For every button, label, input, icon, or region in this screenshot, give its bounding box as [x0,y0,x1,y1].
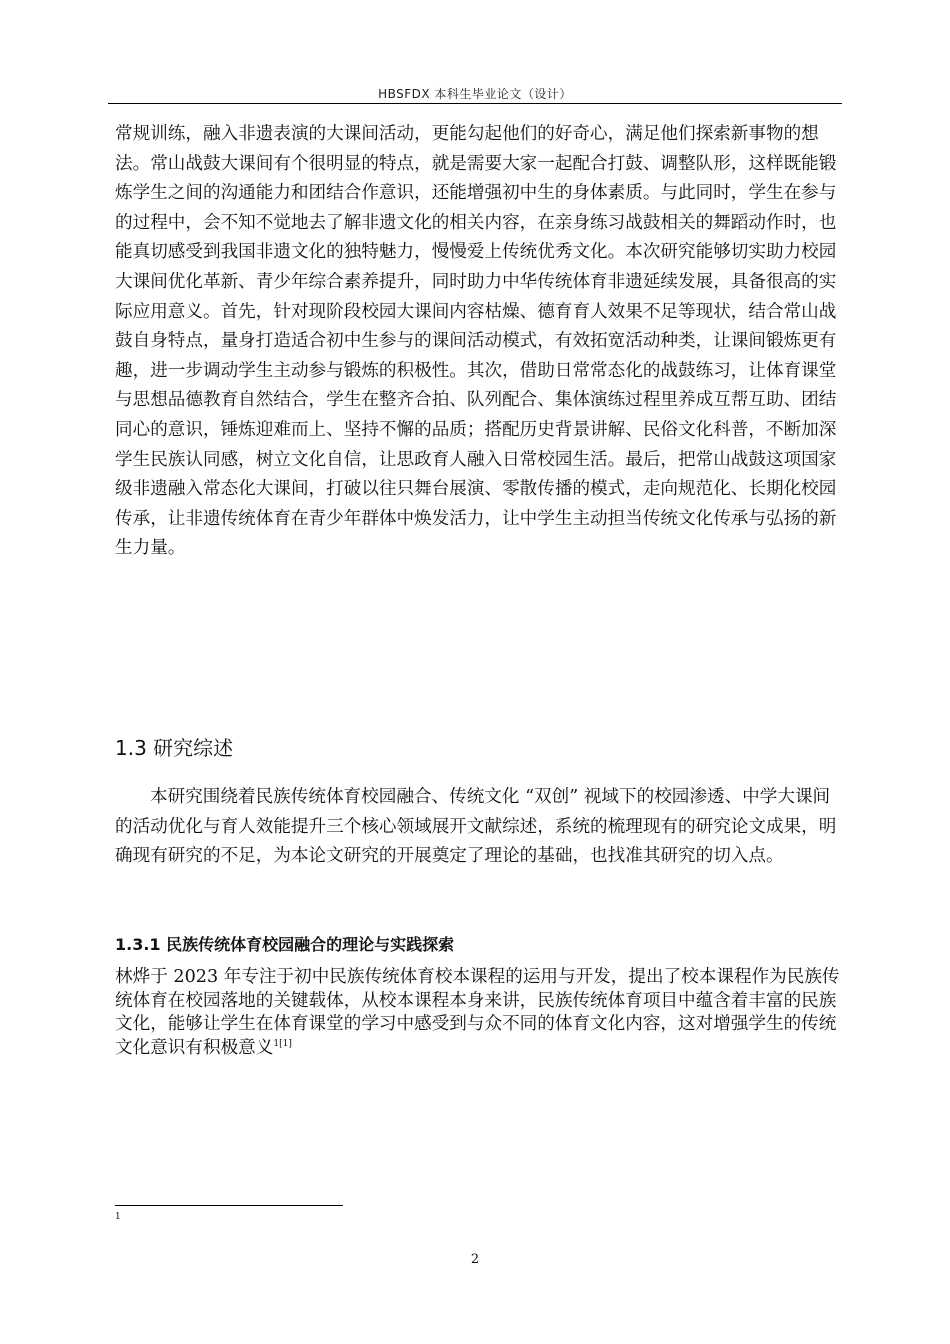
subsection-heading: 1.3.1 民族传统体育校园融合的理论与实践探索 [115,935,455,954]
body-paragraph-2: 本研究围绕着民族传统体育校园融合、传统文化 “双创” 视域下的校园渗透、中学大课间的活动优化与育人效能提升三个核心领域展开文献综述，系统的梳理现有的研究论文成果，明确现有研究的不足，为本论文研究的开展奠定了理论的基础，也找准其研究的切入点。 [115,787,837,867]
footnote-mark: 1 [115,1212,121,1222]
body-paragraph-1: 常规训练，融入非遗表演的大课间活动，更能勾起他们的好奇心，满足他们探索新事物的想法。常山战鼓大课间有个很明显的特点，就是需要大家一起配合打鼓、调整队形，这样既能锻炼学生之间的沟通能力和团结合作意识，还能增强初中生的身体素质。与此同时，学生在参与的过程中，会不知不觉地去了解非遗文化的相关内容，在亲身练习战鼓相关的舞蹈动作时，也能真切感受到我国非遗文化的独特魅力，慢慢爱上传统优秀文化。本次研究能够切实助力校园大课间优化革新、青少年综合素养提升，同时助力中华传统体育非遗延续发展，具备很高的实际应用意义。首先，针对现阶段校园大课间内容枯燥、德育育人效果不足等现状，结合常山战鼓自身特点，量身打造适合初中生参与的课间活动模式，有效拓宽活动种类，让课间锻炼更有趣，进一步调动学生主动参与锻炼的积极性。其次，借助日常常态化的战鼓练习，让体育课堂与思想品德教育自然结合，学生在整齐合拍、队列配合、集体演练过程里养成互帮互助、团结同心的意识，锤炼迎难而上、坚持不懈的品质；搭配历史背景讲解、民俗文化科普，不断加深学生民族认同感，树立文化自信，让思政育人融入日常校园生活。最后，把常山战鼓这项国家级非遗融入常态化大课间，打破以往只舞台展演、零散传播的模式，走向规范化、长期化校园传承，让非遗传统体育在青少年群体中焕发活力，让中学生主动担当传统文化传承与弘扬的新生力量。 [115,124,837,559]
citation-mark[interactable]: 1[1] [273,1038,292,1049]
page-header: HBSFDX 本科生毕业论文（设计） [378,87,572,101]
page-number: 2 [470,1252,480,1267]
footnote-rule [115,1205,343,1206]
section-heading: 1.3 研究综述 [115,736,234,760]
header-rule [108,103,842,104]
paragraph-3-text: 林烨于 2023 年专注于初中民族传统体育校本课程的运用与开发，提出了校本课程作为民族传统体育在校园落地的关键载体，从校本课程本身来讲，民族传统体育项目中蕴含着丰富的民族文化，能够让学生在体育课堂的学习中感受到与众不同的体育文化内容，这对增强学生的传统文化意识有积极意义 [115,967,840,1058]
body-paragraph-3 [115,966,845,1060]
